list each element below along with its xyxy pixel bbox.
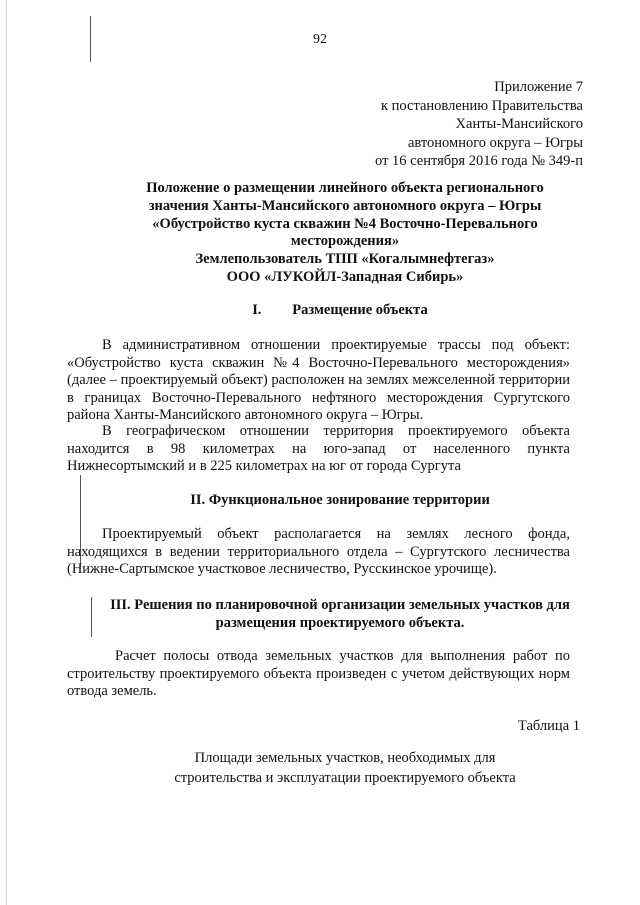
page-number: 92	[313, 32, 327, 47]
title-line: значения Ханты-Мансийского автономного округа – Югры	[148, 197, 542, 214]
appendix-line: Приложение 7	[494, 79, 583, 95]
heading-line: III. Решения по планировочной организации земельных участков для	[110, 597, 570, 613]
title-line: Землепользователь ТПП «Когалымнефтегаз»	[195, 251, 495, 268]
appendix-block	[375, 78, 583, 171]
title-line: «Обустройство куста скважин №4 Восточно-Перевального	[152, 215, 538, 232]
title-line: Положение о размещении линейного объекта регионального	[146, 180, 544, 196]
title-line: месторождения»	[290, 233, 400, 250]
appendix-line: от 16 сентября 2016 года № 349-п	[375, 153, 583, 170]
section-3-paragraph-1: Расчет полосы отвода земельных участков для выполнения работ по строительству проектируемого объекта произведен с учетом действующих норм отвода земель.	[67, 648, 570, 700]
table-label: Таблица 1	[517, 718, 580, 734]
section-1-paragraph-2: В географическом отношении территория проектируемого объекта находится в 98 километрах на юго-запад от населенного пункта Нижнесортымский и в 225 километрах на юг от города Сургута	[67, 423, 570, 475]
appendix-line: автономного округа – Югры	[407, 134, 583, 151]
caption-line: строительства и эксплуатации проектируемого объекта	[174, 769, 516, 786]
section-2-heading: II. Функциональное зонирование территории	[190, 492, 490, 508]
document-title	[115, 180, 575, 287]
title-line: ООО «ЛУКОЙЛ-Западная Сибирь»	[226, 268, 464, 285]
appendix-line: Ханты-Мансийского	[455, 116, 583, 133]
table-caption	[60, 749, 630, 789]
section-1-paragraph-1: В административном отношении проектируемые трассы под объект: «Обустройство куста скважин №4 Восточно-Перевального месторождения» (далее – проектируемый объект) расположен на землях межселенной территории в границах Восточно-Перевального нефтяного месторождения Сургутского района Ханты-Мансийского автономного округа – Югры.	[67, 337, 570, 424]
section-2-paragraph-1: Проектируемый объект располагается на землях лесного фонда, находящихся в ведении территориального отдела – Сургутского лесничества (Нижне-Сартымское участковое лесничество, Русскинское урочище).	[67, 526, 570, 578]
appendix-line: к постановлению Правительства	[381, 97, 583, 114]
caption-line: Площади земельных участков, необходимых для	[194, 750, 496, 766]
scan-margin-line	[6, 0, 7, 905]
section-3-heading	[60, 597, 620, 633]
section-1-heading	[60, 302, 620, 320]
section-1-number: I.	[252, 302, 262, 318]
section-1-title: Размещение объекта	[292, 302, 428, 318]
heading-line: размещения проектируемого объекта.	[215, 614, 465, 631]
